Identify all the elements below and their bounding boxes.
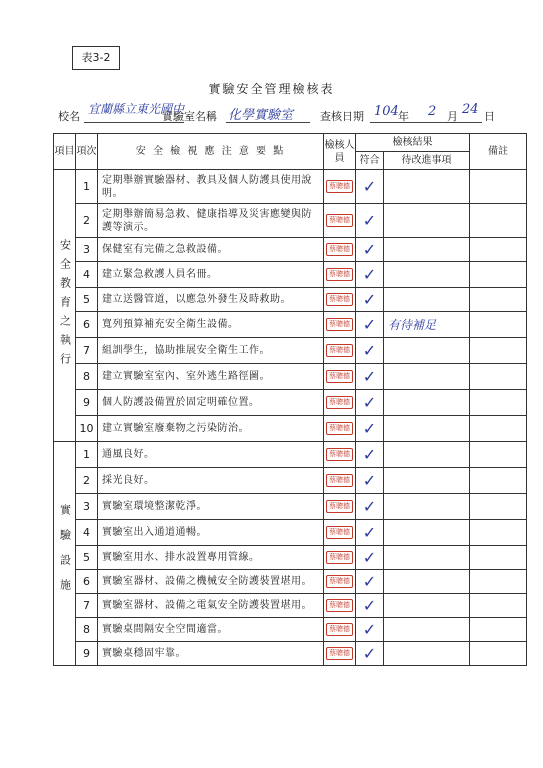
inspector-stamp: 蔡聰德	[326, 647, 353, 660]
item-text: 實驗桌間隔安全空間適當。	[98, 618, 324, 642]
table-row	[54, 642, 527, 666]
item-text: 實驗室出入通道通暢。	[98, 520, 324, 546]
improve-note	[384, 390, 470, 416]
item-text: 建立實驗室廢棄物之污染防治。	[98, 416, 324, 442]
table-row	[54, 338, 527, 364]
table-row	[54, 288, 527, 312]
table-row	[54, 364, 527, 390]
inspector-cell	[324, 618, 356, 642]
remarks-cell	[470, 442, 527, 468]
inspector-cell	[324, 570, 356, 594]
item-number: 3	[76, 494, 98, 520]
table-row	[54, 468, 527, 494]
improve-note	[384, 570, 470, 594]
col-sub-header: 項次	[76, 134, 98, 170]
inspector-stamp: 蔡聰德	[326, 214, 353, 227]
ok-cell	[356, 238, 384, 262]
remarks-cell	[470, 170, 527, 204]
table-row	[54, 520, 527, 546]
inspector-cell	[324, 642, 356, 666]
table-row	[54, 204, 527, 238]
inspector-cell	[324, 442, 356, 468]
checkmark-icon: ✓	[362, 523, 377, 542]
ok-cell	[356, 262, 384, 288]
remarks-cell	[470, 262, 527, 288]
inspector-stamp: 蔡聰德	[326, 180, 353, 193]
day-value: 24	[462, 102, 479, 117]
remarks-cell	[470, 594, 527, 618]
year-label: 年	[398, 110, 409, 123]
checkmark-icon: ✓	[362, 644, 377, 663]
inspector-cell	[324, 204, 356, 238]
remarks-cell	[470, 288, 527, 312]
improve-note	[384, 468, 470, 494]
improve-note	[384, 494, 470, 520]
section-name: 實驗設施	[54, 442, 76, 666]
item-text: 實驗室器材、設備之電氣安全防護裝置堪用。	[98, 594, 324, 618]
item-number: 7	[76, 594, 98, 618]
item-number: 3	[76, 238, 98, 262]
improve-note	[384, 520, 470, 546]
checkmark-icon: ✓	[362, 393, 377, 412]
item-text: 實驗室環境整潔乾淨。	[98, 494, 324, 520]
item-number: 4	[76, 520, 98, 546]
date-label: 查核日期	[320, 110, 364, 123]
day-label: 日	[484, 110, 495, 123]
col-improve-header: 待改進事項	[384, 152, 470, 170]
school-label: 校名	[58, 110, 80, 123]
item-number: 2	[76, 204, 98, 238]
inspector-cell	[324, 364, 356, 390]
improve-note	[384, 288, 470, 312]
item-text: 建立緊急救護人員名冊。	[98, 262, 324, 288]
improve-note: 有待補足	[384, 312, 470, 338]
inspector-cell	[324, 468, 356, 494]
improve-note	[384, 204, 470, 238]
table-row	[54, 570, 527, 594]
remarks-cell	[470, 390, 527, 416]
remarks-cell	[470, 570, 527, 594]
checkmark-icon: ✓	[362, 341, 377, 360]
inspector-stamp: 蔡聰德	[326, 293, 353, 306]
table-row	[54, 170, 527, 204]
inspector-stamp: 蔡聰德	[326, 599, 353, 612]
date-underline	[370, 122, 482, 123]
form-title: 實驗安全管理檢核表	[208, 82, 335, 96]
checkmark-icon: ✓	[362, 265, 377, 284]
item-text: 寬列預算補充安全衛生設備。	[98, 312, 324, 338]
year-value: 104	[374, 104, 399, 119]
remarks-cell	[470, 546, 527, 570]
inspector-stamp: 蔡聰德	[326, 344, 353, 357]
inspector-stamp: 蔡聰德	[326, 243, 353, 256]
checkmark-icon: ✓	[362, 240, 377, 259]
checkmark-icon: ✓	[362, 315, 377, 334]
table-row	[54, 238, 527, 262]
inspector-cell	[324, 416, 356, 442]
inspector-stamp: 蔡聰德	[326, 268, 353, 281]
inspector-stamp: 蔡聰德	[326, 551, 353, 564]
inspector-cell	[324, 238, 356, 262]
improve-note	[384, 238, 470, 262]
checkmark-icon: ✓	[362, 596, 377, 615]
remarks-cell	[470, 618, 527, 642]
col-ok-header: 符合	[356, 152, 384, 170]
inspector-stamp: 蔡聰德	[326, 575, 353, 588]
ok-cell	[356, 442, 384, 468]
inspector-cell	[324, 170, 356, 204]
item-number: 6	[76, 570, 98, 594]
table-row	[54, 262, 527, 288]
ok-cell	[356, 338, 384, 364]
item-number: 5	[76, 288, 98, 312]
improve-note	[384, 594, 470, 618]
checkmark-icon: ✓	[362, 497, 377, 516]
checkmark-icon: ✓	[362, 471, 377, 490]
inspector-cell	[324, 494, 356, 520]
ok-cell	[356, 416, 384, 442]
inspector-stamp: 蔡聰德	[326, 474, 353, 487]
remarks-cell	[470, 520, 527, 546]
col-content-header: 安 全 檢 視 應 注 意 要 點	[98, 134, 324, 170]
ok-cell	[356, 494, 384, 520]
item-number: 1	[76, 170, 98, 204]
item-text: 實驗室用水、排水設置專用管線。	[98, 546, 324, 570]
lab-value: 化學實驗室	[228, 108, 294, 123]
checklist-body	[54, 170, 527, 666]
improve-note	[384, 262, 470, 288]
item-text: 採光良好。	[98, 468, 324, 494]
school-value: 宜蘭縣立東光國中	[88, 102, 185, 116]
improve-note	[384, 364, 470, 390]
item-number: 5	[76, 546, 98, 570]
remarks-cell	[470, 312, 527, 338]
inspector-stamp: 蔡聰德	[326, 623, 353, 636]
col-item-header: 項目	[54, 134, 76, 170]
ok-cell	[356, 618, 384, 642]
checklist-table	[53, 133, 527, 666]
col-inspector-header: 檢核人員	[324, 134, 356, 170]
item-text: 通風良好。	[98, 442, 324, 468]
lab-underline	[226, 122, 310, 123]
remarks-cell	[470, 468, 527, 494]
checkmark-icon: ✓	[362, 177, 377, 196]
month-label: 月	[447, 110, 458, 123]
ok-cell	[356, 520, 384, 546]
section-name: 安全教育之執行	[54, 170, 76, 442]
inspector-cell	[324, 288, 356, 312]
inspector-stamp: 蔡聰德	[326, 500, 353, 513]
checkmark-icon: ✓	[362, 367, 377, 386]
ok-cell	[356, 468, 384, 494]
inspector-stamp: 蔡聰德	[326, 526, 353, 539]
ok-cell	[356, 364, 384, 390]
item-text: 組訓學生，協助推展安全衛生工作。	[98, 338, 324, 364]
table-row	[54, 442, 527, 468]
improve-note	[384, 416, 470, 442]
inspector-stamp: 蔡聰德	[326, 318, 353, 331]
item-number: 6	[76, 312, 98, 338]
month-value: 2	[428, 104, 437, 119]
item-text: 實驗桌穩固牢靠。	[98, 642, 324, 666]
inspector-cell	[324, 520, 356, 546]
checkmark-icon: ✓	[362, 419, 377, 438]
item-number: 8	[76, 618, 98, 642]
checkmark-icon: ✓	[362, 290, 377, 309]
improve-note	[384, 642, 470, 666]
inspector-stamp: 蔡聰德	[326, 396, 353, 409]
table-row	[54, 594, 527, 618]
table-row	[54, 312, 527, 338]
item-number: 2	[76, 468, 98, 494]
improve-note	[384, 170, 470, 204]
checkmark-icon: ✓	[362, 211, 377, 230]
improve-note	[384, 546, 470, 570]
improve-note	[384, 442, 470, 468]
item-number: 9	[76, 390, 98, 416]
item-text: 定期舉辦實驗器材、教具及個人防護具使用說明。	[98, 170, 324, 204]
item-number: 9	[76, 642, 98, 666]
remarks-cell	[470, 204, 527, 238]
item-text: 建立實驗室室內、室外逃生路徑圖。	[98, 364, 324, 390]
item-text: 個人防護設備置於固定明確位置。	[98, 390, 324, 416]
checkmark-icon: ✓	[362, 445, 377, 464]
inspector-cell	[324, 594, 356, 618]
table-row	[54, 390, 527, 416]
item-number: 10	[76, 416, 98, 442]
item-text: 保健室有完備之急救設備。	[98, 238, 324, 262]
ok-cell	[356, 204, 384, 238]
table-row	[54, 618, 527, 642]
table-row	[54, 494, 527, 520]
item-text: 定期舉辦簡易急救、健康指導及災害應變與防護等演示。	[98, 204, 324, 238]
inspector-cell	[324, 390, 356, 416]
inspector-cell	[324, 262, 356, 288]
remarks-cell	[470, 364, 527, 390]
lab-label: 實驗室名稱	[162, 110, 217, 123]
remarks-cell	[470, 416, 527, 442]
checkmark-icon: ✓	[362, 548, 377, 567]
checkmark-icon: ✓	[362, 572, 377, 591]
inspector-cell	[324, 312, 356, 338]
item-number: 7	[76, 338, 98, 364]
inspector-cell	[324, 546, 356, 570]
item-text: 建立送醫管道，以應急外發生及時救助。	[98, 288, 324, 312]
ok-cell	[356, 390, 384, 416]
table-row	[54, 416, 527, 442]
col-remarks-header: 備註	[470, 134, 527, 170]
inspector-stamp: 蔡聰德	[326, 422, 353, 435]
item-number: 8	[76, 364, 98, 390]
checkmark-icon: ✓	[362, 620, 377, 639]
ok-cell	[356, 312, 384, 338]
item-number: 1	[76, 442, 98, 468]
improve-note	[384, 338, 470, 364]
ok-cell	[356, 642, 384, 666]
improve-note	[384, 618, 470, 642]
remarks-cell	[470, 338, 527, 364]
ok-cell	[356, 170, 384, 204]
table-row	[54, 546, 527, 570]
remarks-cell	[470, 494, 527, 520]
inspector-stamp: 蔡聰德	[326, 370, 353, 383]
inspector-stamp: 蔡聰德	[326, 448, 353, 461]
col-result-header: 檢核結果	[356, 134, 470, 152]
remarks-cell	[470, 642, 527, 666]
ok-cell	[356, 546, 384, 570]
ok-cell	[356, 570, 384, 594]
remarks-cell	[470, 238, 527, 262]
item-number: 4	[76, 262, 98, 288]
form-id-box: 表3-2	[72, 46, 120, 70]
inspector-cell	[324, 338, 356, 364]
item-text: 實驗室器材、設備之機械安全防護裝置堪用。	[98, 570, 324, 594]
ok-cell	[356, 288, 384, 312]
ok-cell	[356, 594, 384, 618]
